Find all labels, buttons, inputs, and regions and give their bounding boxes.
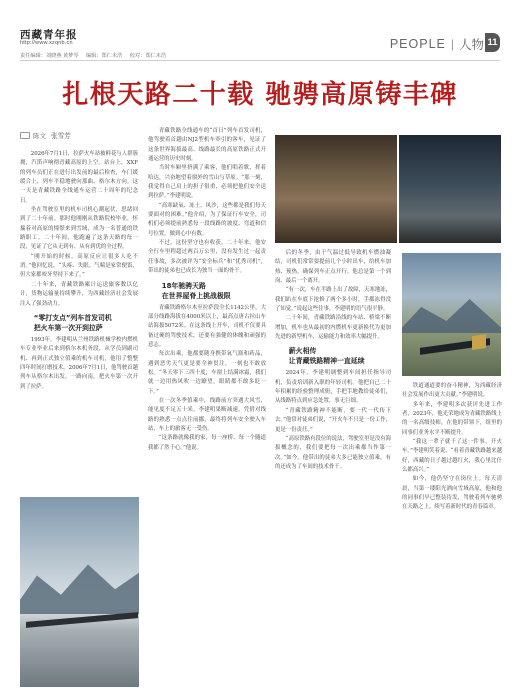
subheading [20,313,138,333]
subheading-line: 在世界屋脊上挑战极限 [161,291,231,300]
mountain-shape [20,559,139,614]
paragraph: 2026年7月1日，拉萨火车站被鲜花与人群簇拥，汽笛声响彻青藏高原的上空。站台上，XXF的列车员们正在进行出发前的最后检查，车门缓缓合上，列车平稳地驶向那曲、格尔木方向。这一天是青藏铁路全线通车运营二十周年的纪念日。 [20,151,138,204]
newspaper-website[interactable]: http://www.xzqnb.cn [20,40,73,46]
editor-credit: 编辑：郑仁未浩 [85,53,123,59]
editor-credits [20,52,172,59]
paragraph: 铁道通道要的奋斗精神，为西藏经济社会发展作出更大贡献。”李建明说。 [402,383,502,399]
subheading-line: “零打支点”列车首发司机 [33,313,112,322]
train-shape [26,612,138,628]
paragraph: 二十年间，青藏铁路沿线的车站、桥梁不断增加，机车也从最初的内燃机车更新换代为更加先进的新型机车，运输能力和效率大幅提升。 [275,315,391,341]
section-divider: | [450,37,454,51]
paragraph: “青藏铁路精神不能断，要一代一代传下去。”他常对徒弟们说，“开火车不只是一份工作，更是一份责任。” [275,407,391,433]
locomotive-shape [472,334,486,350]
subheading-line: 让青藏铁路精神一直延续 [288,357,365,366]
paragraph: 后的冬季，由于气温过低导致机车燃油凝结，司机们常常要提前几个小时出车，给机车加热、预热，确保列车正点开行。他总是第一个到岗、最后一个离开。 [275,250,391,285]
subheading-line: 薪火相传 [288,347,317,356]
subheading [275,346,391,366]
article-headline: 扎根天路二十载 驰骋高原铸丰碑 [62,80,458,110]
author-name: 张雪芳 [51,132,71,140]
train-cab-photo [399,135,501,243]
paragraph: 坐在驾驶室里的机车司机心潮起伏，思绪回到了二十年前。那时他刚刚从铁路院校毕业，怀揣着对高原的憧憬来到雪域，成为一名普通的铁路职工。二十年间，他跑遍了这条天路的每一段，见证了它从无到有、从有到优的全过程。 [20,207,138,251]
paragraph: “我这一辈子就干了这一件事，开火车。”李建明笑着说，“看着青藏铁路越来越好，西藏的日子越过越红火，我心里比什么都高兴。” [402,439,502,474]
paragraph: 不过，这份坚守也有收获。二十年来，他安全行车里程超过两百万公里，没有发生过一起责任事故，多次被评为“安全标兵”和“优秀司机”，带出的徒弟也已成长为独当一面的骨干。 [148,240,266,275]
header-divider [20,60,500,61]
paragraph: “这条路就像我的家，每一座桥、每一个隧道我都了然于心。”他说。 [148,435,266,451]
driver-cab-photo [275,135,397,243]
paragraph: 二十年来，青藏铁路累计运送旅客数以亿计，货物运输量持续攀升，为西藏经济社会发展注入了强劲动力。 [20,281,138,307]
train-mountain-photo [402,253,501,376]
paragraph: 如今，他仍坚守在岗位上。每天清晨，当第一缕阳光洒向雪域高原，他和他的同事们早已整装待发，驾驶着列车驰骋在天路之上，续写着新时代的青春篇章。 [402,476,502,511]
subheading-line: 把火车第一次开到拉萨 [33,323,103,332]
paragraph: 1993年，李建明从兰州铁路机械学校内燃机车专业毕业后来到格尔木机务段，从学员到副司机、再到正式独立值乘的机车司机，他用了整整四年时间打磨技术。2006年7月1日，他驾驶首趟列车从格尔木出发，一路向南，把火车第一次开到了拉萨。 [20,336,138,390]
section-label-en: PEOPLE [389,37,446,51]
paragraph: “高原铁路有段位的说法，驾驶室里是没有海拔概念的，我们要把每一次出乘都当作第一次。”如今，他带出的徒弟大多已能独立值乘，有的还成为了车间的技术骨干。 [275,435,391,470]
article-column-4 [402,382,502,688]
paragraph: 多年来，李建明多次获评先进工作者，2023年，他光荣地成为青藏铁路线上的一名高级技师，在他的带领下，组里的同事们业务水平不断提升。 [402,401,502,436]
article-column-2 [148,127,266,687]
train-landscape-photo [20,497,139,687]
byline-label: 陈文 [33,133,46,140]
newspaper-name: 西藏青年报 [20,29,78,41]
page-number: 11 [485,33,500,52]
article-column-3 [275,249,391,689]
paragraph: 青藏铁路格尔木至拉萨段全长1142公里，大部分线路海拔在4000米以上，最高点唐古拉山车站海拔5072米。在这条线上开车，司机不仅要具备过硬的驾驶技术，还要有强健的体魄和顽强的意志。 [148,304,266,348]
section-header [390,35,484,53]
paragraph: 每次出乘，他都要随身携带氧气瓶和药品，遇到恶劣天气更是要全神贯注，一刻也不敢放松。“冬天零下三四十度，车窗上结满冰霜，我们就一边用热风吹一边瞭望，眼睛都不敢多眨一下。” [148,351,266,395]
author-icon [20,132,30,139]
paragraph: 在一次冬季值乘中，线路前方突遇大风雪，能见度不足五十米。李建明果断减速，凭借对线路的熟悉一点点往前挪，最终将列车安全驶入车站，车上的旅客无一受伤。 [148,397,266,432]
paragraph: “刚开始的时候，高原反应让很多人吃不消。”他回忆说，“头疼、失眠、气喘是家常便饭，但大家都咬牙坚持下来了。” [20,253,138,279]
paragraph: “有一次，车在半路上出了故障，天寒地冻，我们趴在车底下抢修了两个多小时，手都冻得没了知觉。”说起这些往事，李建明的语气很平静。 [275,287,391,313]
editor-credit: 校对：郑仁未浩 [129,53,167,59]
paragraph: 当时车厢里挤满了乘客，他们唱着歌、挥着哈达，兴奋地望着窗外的雪山与草原。“那一刻，我觉得自己肩上的担子很重，必须把他们安全送到拉萨。”李建明说。 [148,165,266,200]
byline [20,130,138,142]
paragraph: 青藏铁路全线通车的“首日”列车首发司机，他驾驶着首趟由NJ2型机车牵引的客车，见证了这条世界海拔最高、线路最长的高原铁路正式开通运营的历史时刻。 [148,128,266,163]
subheading [148,281,266,301]
mountain-shape [402,293,501,333]
article-column-1 [20,150,138,490]
paragraph: “高寒缺氧、冻土、风沙，这些都是我们每天要面对的困难。”他介绍，为了保证行车安全，司机们必须提前熟悉每一段线路的坡度、弯道和信号位置，做到心中有数。 [148,202,266,237]
section-label-cn: 人物 [458,38,484,52]
editor-credit: 责任编辑：刘晓燕 黄梦琴 [20,53,79,59]
subheading-line: 18年驰骋天路 [161,281,206,290]
paragraph: 2024年，李建明调整到车间担任指导司机，负责培训新入职的年轻司机。他把自己二十年积累的经验整理成册，手把手地教给徒弟们，从线路特点到应急处置，事无巨细。 [275,370,391,405]
